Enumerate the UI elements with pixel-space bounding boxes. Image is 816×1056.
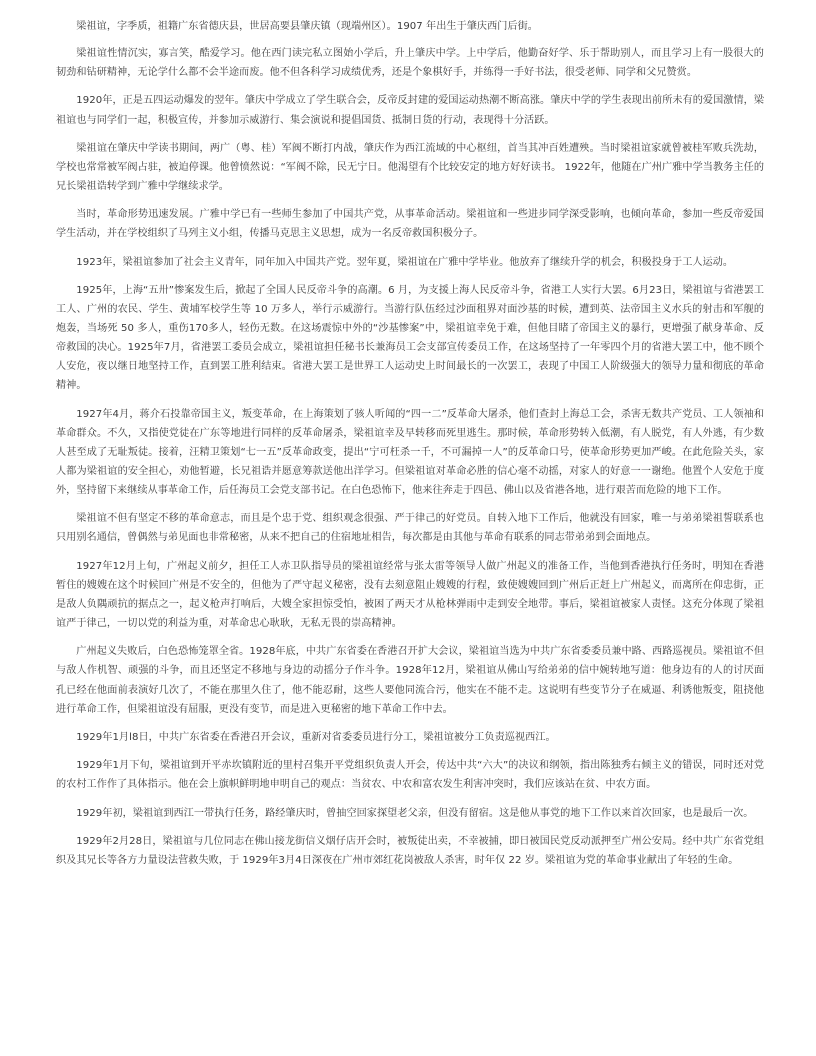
- paragraph-1920: 1920年，正是五四运动爆发的翌年。肇庆中学成立了学生联合会，反帝反封建的爱国运动热潮不断高涨。肇庆中学的学生表现出前所未有的爱国激情，梁祖谊也与同学们一起，积极宣传，并参加示威游行、集会演说和提倡国货、抵制日货的行动，表现得十分活跃。: [56, 95, 764, 126]
- paragraph-1925: 1925年，上海“五卅”惨案发生后，掀起了全国人民反帝斗争的高潮。6 月，为支援上海人民反帝斗争，省港工人实行大罢。6月23日，梁祖谊与省港罢工工人、广州的农民、学生、黄埔军校学生等 10 万多人，举行示威游行。当游行队伍经过沙面租界对面沙基的时候，遭到英、法帝国主义水兵的射击和军舰的炮轰，当场死 50 多人，重伤170多人，轻伤无数。在这场震惊中外的“沙基惨案”中，梁祖谊幸免于难，但他目睹了帝国主义的暴行，更增强了献身革命、反帝救国的决心。1925年7月，省港罢工委员会成立，梁祖谊担任秘书长兼海员工会支部宣传委员工作，在这场坚持了一年零四个月的省港大罢工中，他不顾个人安危，夜以继日地坚持工作，直到罢工胜利结束。省港大罢工是世界工人运动史上时间最长的一次罢工，表现了中国工人阶级强大的领导力量和彻底的革命精神。: [56, 284, 764, 392]
- paragraph-school-years: 梁祖谊性情沉实，寡言笑，酷爱学习。他在西门读完私立图始小学后，升上肇庆中学。上中学后，他勤奋好学、乐于帮助别人，而且学习上有一股很大的韧劲和钻研精神，无论学什么都不会半途而废。他不但各科学习成绩优秀，还是个象棋好手，并练得一手好书法，很受老师、同学和父兄赞赏。: [56, 48, 764, 79]
- paragraph-1923: 1923年，梁祖谊参加了社会主义青年，同年加入中国共产党。翌年夏，梁祖谊在广雅中学毕业。他放弃了继续升学的机会，积极投身于工人运动。: [76, 256, 734, 268]
- paragraph-1928: 广州起义失败后，白色恐怖笼罩全省。1928年底，中共广东省委在香港召开扩大会议，梁祖谊当选为中共广东省委委员兼中路、西路巡视员。梁祖谊不但与敌人作机智、顽强的斗争，而且还坚定不移地与身边的动摇分子作斗争。1928年12月，梁祖谊从佛山写给弟弟的信中婉转地写道：他身边有的人的讨厌面孔已经在他面前表演好几次了，不能在那里久住了，他不能忍耐，这些人要他同流合污，他实在不能不走。这说明有些变节分子在威逼、利诱他叛变，阻挠他进行革命工作，但梁祖谊没有屈服，更没有变节，而是进入更秘密的地下革命工作中去。: [56, 646, 764, 715]
- paragraph-1929-late-jan: 1929年1月下旬，梁祖谊到开平赤坎镇附近的里村召集开平党组织负责人开会，传达中共“六大”的决议和纲领，指出陈独秀右倾主义的错误，同时还对党的农村工作作了具体指示。他在会上旗帜鲜明地申明自己的观点：当贫农、中农和富农发生利害冲突时，我们应该站在贫、中农方面。: [56, 760, 764, 791]
- paragraph-discipline: 梁祖谊不但有坚定不移的革命意志，而且是个忠于党、组织观念很强、严于律己的好党员。自转入地下工作后，他就没有回家，唯一与弟弟梁祖誓联系也只用别名通信，曾偶然与弟见面也非常秘密，从来不把自己的住宿地址相告，每次都是由其他与革命有联系的同志带弟弟到会面地点。: [56, 513, 764, 544]
- paragraph-1929-early: 1929年初，梁祖谊到西江一带执行任务，路经肇庆时，曾抽空回家探望老父亲，但没有留宿。这是他从事党的地下工作以来首次回家，也是最后一次。: [76, 807, 754, 819]
- paragraph-1927-april: 1927年4月，蒋介石投靠帝国主义，叛变革命，在上海策划了骇人听闻的“四一二”反革命大屠杀，他们查封上海总工会，杀害无数共产党员、工人领袖和革命群众。不久，又指使党徒在广东等地进行同样的反革命屠杀，梁祖谊幸及早转移而死里逃生。那时候，革命形势转入低潮，有人脱党，有人外逃，有少数人甚至成了无耻叛徒。接着，汪精卫策划“七一五”反革命政变，提出“宁可枉杀一千，不可漏掉一人”的反革命口号，使革命形势更加严峻。在此危险关头，家人都为梁祖谊的安全担心，劝他暂避，长兄祖诰并愿意筹款送他出洋学习。但梁祖谊对革命必胜的信心毫不动摇，对家人的好意一一谢绝。他置个人安危于度外，坚持留下来继续从事革命工作，后任海员工会党支部书记。在白色恐怖下，他来往奔走于四邑、佛山以及省港各地，进行艰苦而危险的地下工作。: [56, 408, 764, 497]
- paragraph-guangya: 当时，革命形势迅速发展。广雅中学已有一些师生参加了中国共产党，从事革命活动。梁祖谊和一些进步同学深受影响，也倾向革命，参加一些反帝爱国学生活动，并在学校组织了马列主义小组，传播马克思主义思想，成为一名反帝救国积极分子。: [56, 209, 764, 240]
- paragraph-warlords: 梁祖谊在肇庆中学读书期间，两广（粤、桂）军阀不断打内战，肇庆作为西江流域的中心枢纽，首当其冲百姓遭殃。当时梁祖谊家就曾被桂军败兵洗劫，学校也常常被军阀占驻，被迫停课。他曾愤然说：“军阀不除，民无宁日。他渴望有个比较安定的地方好好读书。 1922年，他随在广州广雅中学当教务主任的兄长梁祖诰转学到广雅中学继续求学。: [56, 142, 764, 193]
- paragraph-1929-jan-18: 1929年1月l8日，中共广东省委在香港召开会议，重新对省委委员进行分工，梁祖谊被分工负责巡视西江。: [76, 731, 556, 743]
- paragraph-1929-feb-28: 1929年2月28日，梁祖谊与几位同志在佛山接龙街信义烟仔店开会时，被叛徒出卖，不幸被捕，即日被国民党反动派押至广州公安局。经中共广东省党组织及其兄长等各方力量设法营救失败，于 1929年3月4日深夜在广州市郊红花岗被敌人杀害，时年仅 22 岁。梁祖谊为党的革命事业献出了年轻的生命。: [56, 835, 764, 866]
- paragraph-intro: 梁祖谊，字季质，祖籍广东省德庆县，世居高要县肇庆镇（现端州区）。1907 年出生于肇庆西门后街。: [76, 21, 538, 32]
- paragraph-1927-december: 1927年12月上旬，广州起义前夕，担任工人赤卫队指导员的梁祖谊经常与张太雷等领导人做广州起义的准备工作，当他到香港执行任务时，明知在香港暂住的嫂嫂在这个时候回广州是不安全的，但他为了严守起义秘密，没有去刻意阻止嫂嫂的行程，致使嫂嫂回到广州后正赶上广州起义，而离所在仰忠街，正是敌人负隅顽抗的据点之一，起义枪声打响后，大嫂全家担惊受怕，被困了两天才从枪林弹雨中走到安全地带。事后，梁祖谊被家人责怪。这充分体现了梁祖谊严于律己，一切以党的利益为重，对革命忠心耿耿，无私无畏的崇高精神。: [56, 560, 764, 630]
